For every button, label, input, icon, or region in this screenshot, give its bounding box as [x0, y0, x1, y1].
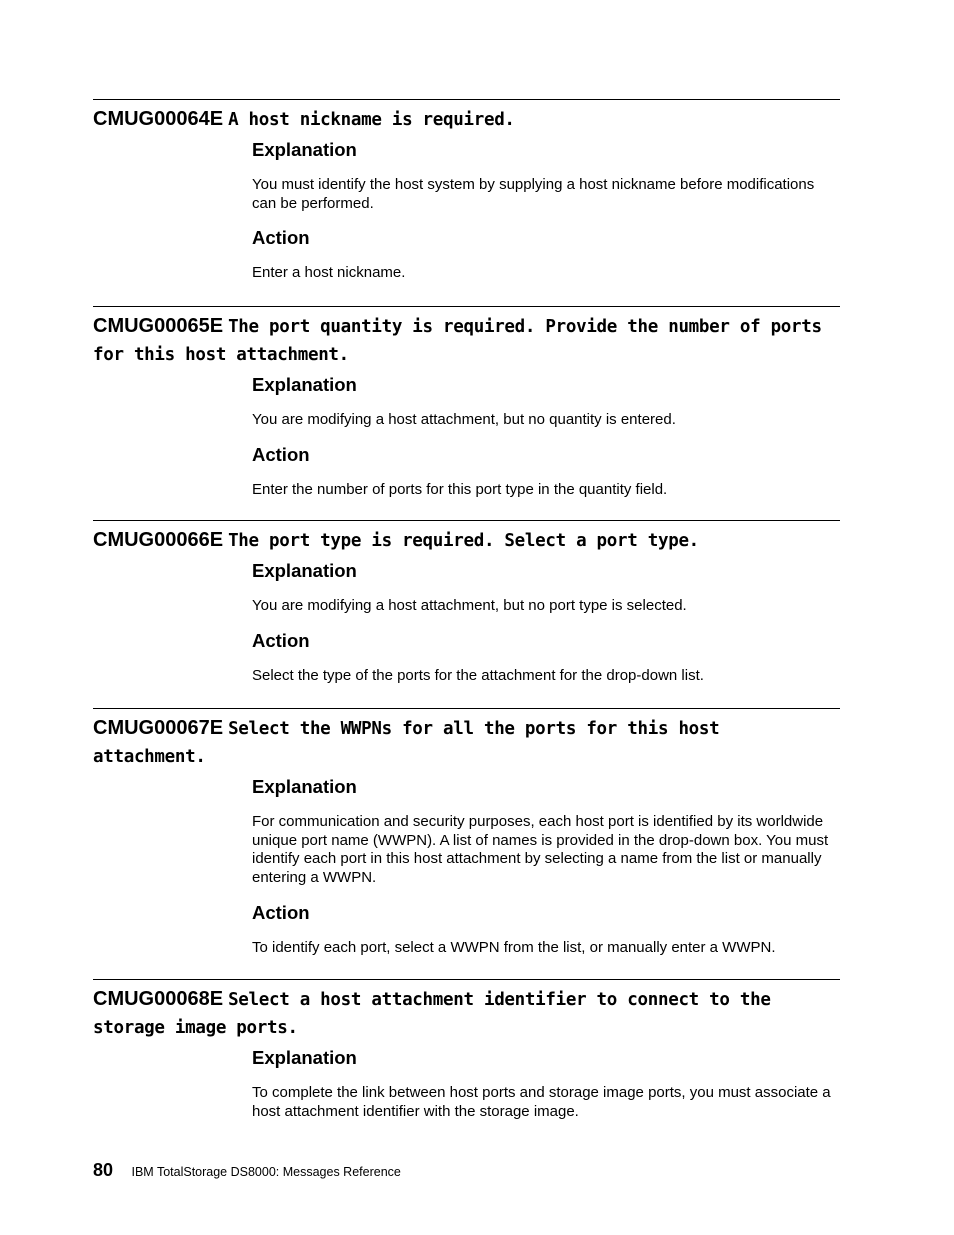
action-text: Enter a host nickname. — [252, 264, 406, 282]
message-id: CMUG00068E — [93, 988, 224, 1010]
explanation-text: You are modifying a host attachment, but no port type is selected. — [252, 597, 687, 614]
message-entry — [93, 306, 840, 513]
action-text: Select the type of the ports for the attachment for the drop-down list. — [252, 666, 704, 684]
action-section — [252, 630, 837, 686]
explanation-heading: Explanation — [252, 776, 357, 797]
page-number: 80 — [93, 1160, 114, 1180]
message-id: CMUG00065E — [93, 315, 224, 337]
message-entry — [93, 520, 840, 699]
explanation-text: You must identify the host system by supplying a host nickname before modifications can be performed. — [252, 176, 815, 212]
message-text: A host nickname is required. — [228, 110, 515, 130]
action-heading: Action — [252, 227, 310, 249]
document-title: IBM TotalStorage DS8000: Messages Reference — [131, 1165, 401, 1179]
explanation-section — [252, 374, 837, 430]
message-heading — [93, 715, 840, 771]
explanation-heading: Explanation — [252, 139, 357, 160]
explanation-section — [252, 560, 837, 616]
action-section — [252, 902, 837, 958]
message-heading — [93, 106, 840, 134]
message-entry — [93, 99, 840, 297]
action-heading: Action — [252, 901, 310, 923]
message-entry — [93, 708, 840, 972]
page-footer — [93, 1160, 401, 1181]
message-entry — [93, 979, 840, 1135]
message-text: The port type is required. Select a port type. — [228, 531, 699, 551]
message-text: Select a host attachment identifier to connect to the storage image ports. — [93, 990, 771, 1038]
action-heading: Action — [252, 629, 310, 651]
message-id: CMUG00067E — [93, 717, 224, 739]
explanation-section — [252, 139, 837, 213]
message-heading — [93, 986, 840, 1042]
message-text: The port quantity is required. Provide the number of ports for this host attachment. — [93, 317, 822, 365]
explanation-text: You are modifying a host attachment, but no quantity is entered. — [252, 411, 676, 428]
message-id: CMUG00064E — [93, 108, 224, 130]
explanation-heading: Explanation — [252, 560, 357, 581]
action-section — [252, 444, 837, 500]
explanation-text: To complete the link between host ports and storage image ports, you must associate a host attachment identifier with the storage image. — [252, 1084, 831, 1120]
explanation-section — [252, 776, 837, 888]
message-heading — [93, 527, 840, 555]
explanation-section — [252, 1047, 837, 1121]
action-text: Enter the number of ports for this port type in the quantity field. — [252, 480, 668, 498]
message-text: Select the WWPNs for all the ports for this host attachment. — [93, 719, 720, 767]
message-heading — [93, 313, 840, 369]
action-heading: Action — [252, 443, 310, 465]
action-section — [252, 227, 837, 283]
explanation-text: For communication and security purposes, each host port is identified by its worldwide unique port name (WWPN). A list of names is provided in the drop-down box. You must identify each port in this host attachment by selecting a name from the list or manually entering a WWPN. — [252, 813, 829, 887]
explanation-heading: Explanation — [252, 374, 357, 395]
message-id: CMUG00066E — [93, 529, 224, 551]
explanation-heading: Explanation — [252, 1047, 357, 1068]
action-text: To identify each port, select a WWPN from the list, or manually enter a WWPN. — [252, 938, 776, 956]
